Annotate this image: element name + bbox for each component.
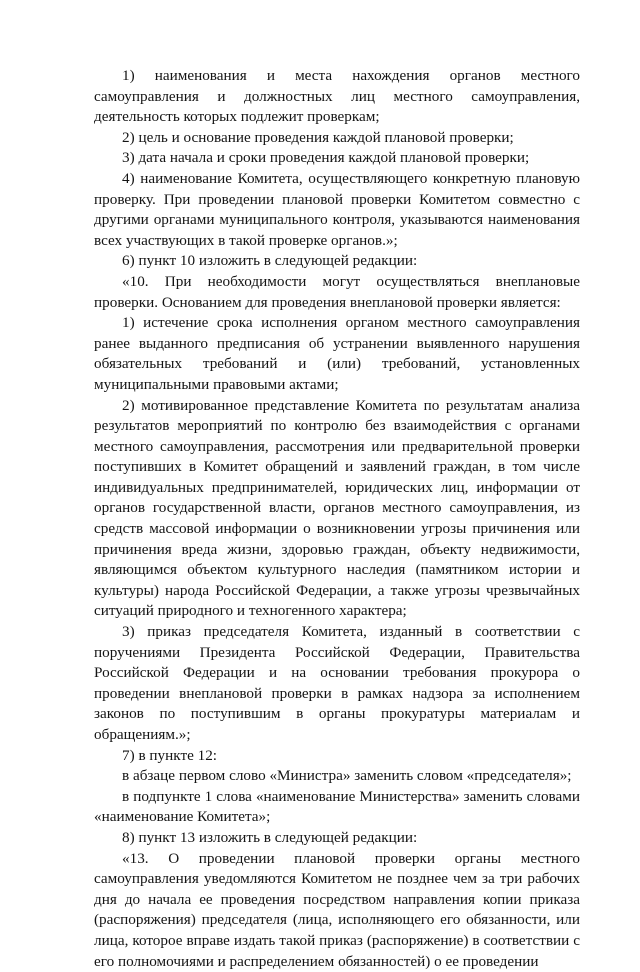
list-item-1: 1) наименования и места нахождения органов местного самоуправления и должностных лиц местного самоуправления, деятельность которых подлежит проверкам; [94, 67, 580, 126]
clause-10-intro: «10. При необходимости могут осуществляться внеплановые проверки. Основанием для проведения внеплановой проверки является: [94, 272, 580, 311]
list-item-4: 4) наименование Комитета, осуществляющего конкретную плановую проверку. При проведении плановой проверки Комитетом совместно с другими органами муниципального контроля, указываются наименования всех участвующих в такой проверке органов.»; [94, 169, 580, 249]
clause-13-text: «13. О проведении плановой проверки органы местного самоуправления уведомляются Комитетом не позднее чем за три рабочих дня до начала ее проведения посредством направления копии приказа (распоряжения) председателя (лица, исполняющего его обязанности, или лица, которое вправе издать такой приказ (распоряжение) в соответствии с его полномочиями и распределением обязанностей) о ее проведении [94, 849, 580, 970]
amendment-item-8: 8) пункт 13 изложить в следующей редакции: [122, 828, 418, 846]
list-item-3: 3) дата начала и сроки проведения каждой плановой проверки; [122, 149, 530, 167]
clause-10-item-1: 1) истечение срока исполнения органом местного самоуправления ранее выданного предписания об устранении выявленного нарушения обязательных требований и (или) требований, установленных муниципальными правовыми актами; [94, 314, 580, 393]
amendment-item-7: 7) в пункте 12: [122, 746, 218, 764]
list-item-2: 2) цель и основание проведения каждой плановой проверки; [122, 128, 514, 146]
clause-10-item-2: 2) мотивированное представление Комитета по результатам анализа результатов мероприятий по контролю без взаимодействия с органами местного самоуправления, рассмотрения или предварительной проверки поступивших в Комитет обращений и заявлений граждан, в том числе индивидуальных предпринимателей, юридических лиц, информации от органов государственной власти, органов местного самоуправления, из средств массовой информации о возникновении угрозы причинения или причинения вреда жизни, здоровью граждан, объекту недвижимости, являющимся объектом культурного наследия (памятником истории и культуры) народа Российской Федерации, а также угрозы чрезвычайных ситуаций природного и техногенного характера; [94, 396, 580, 620]
clause-10-item-3: 3) приказ председателя Комитета, изданный в соответствии с поручениями Президента Российской Федерации, Правительства Российской Федерации и на основании требования прокурора о проведении внеплановой проверки в рамках надзора за исполнением законов по поступившим в органы прокуратуры материалам и обращениям.»; [94, 623, 580, 743]
amendment-item-7-para-1: в абзаце первом слово «Министра» заменить словом «председателя»; [122, 767, 572, 785]
amendment-item-6: 6) пункт 10 изложить в следующей редакции: [122, 252, 418, 270]
amendment-item-7-para-2: в подпункте 1 слова «наименование Министерства» заменить словами «наименование Комитета»; [94, 787, 580, 826]
